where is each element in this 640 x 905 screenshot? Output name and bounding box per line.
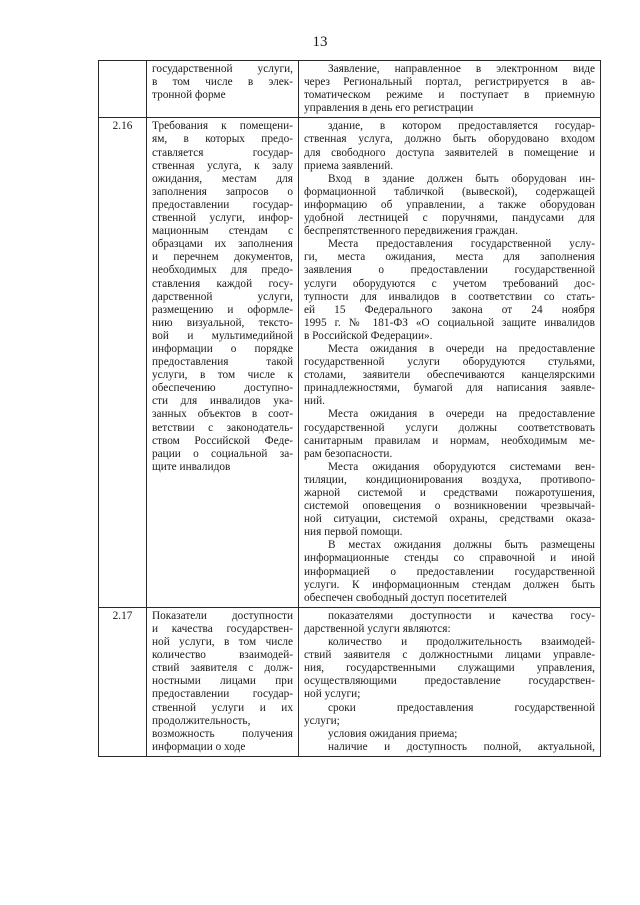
description-paragraph [304, 539, 595, 604]
requirement-name [147, 118, 299, 607]
name-line: образцами их заполнения [152, 238, 293, 251]
description-line: столами, заявители обеспечиваются канцелярскими [304, 369, 595, 382]
description-paragraph [304, 343, 595, 408]
description-line: Места ожидания в очереди на предоставление [328, 408, 595, 421]
description-line: ния первой помощи. [304, 526, 403, 539]
table-body [99, 61, 601, 757]
name-line: в том числе в элек- [152, 76, 293, 89]
description-line: Места ожидания оборудуются системами вен- [328, 460, 595, 473]
description-line: количество и продолжительность взаимодей- [328, 636, 595, 649]
description-line: в Российской Федерации». [304, 329, 433, 342]
description-line: информационные стенды со справочной и иной [304, 552, 595, 565]
name-line: ставления каждой госу- [152, 277, 293, 290]
description-line: государственной услуги оборудуются стульями, [304, 356, 595, 369]
description-line: ной услуги; [304, 688, 361, 701]
description-line: принадлежностями, бумагой для написания заявле- [304, 382, 595, 395]
description-paragraph [304, 702, 595, 728]
name-line: ственная услуга, к залу [152, 159, 293, 172]
requirement-description [299, 607, 601, 756]
name-line: дарственной услуги, [152, 290, 293, 303]
description-line: наличие и доступность полной, актуальной, [328, 740, 595, 753]
name-line: размещению и оформле- [152, 303, 293, 316]
name-line: информации о ходе [152, 740, 246, 753]
name-line: и перечнем документов, [152, 251, 293, 264]
requirement-name [147, 607, 299, 756]
description-line: ей 15 Федерального закона от 24 ноября [304, 303, 595, 316]
name-line: количество взаимодей- [152, 649, 293, 662]
name-line: услуги, в том числе к [152, 369, 293, 382]
description-line: информацией о предоставлении государственной [304, 565, 595, 578]
description-paragraph [304, 461, 595, 540]
description-line: тиляции, кондиционирования воздуха, противопо- [304, 473, 595, 486]
description-paragraph [304, 610, 595, 636]
description-paragraph [304, 636, 595, 701]
description-line: Заявление, направленное в электронном виде [328, 63, 595, 75]
description-line: государственной услуги должны соответствовать [304, 421, 595, 434]
name-line: нию визуальной, тексто- [152, 316, 293, 329]
name-line: тронной форме [152, 89, 226, 102]
description-line: управления в день его регистрации [304, 102, 474, 115]
name-line: заполнения запросов о [152, 185, 293, 198]
name-line: предоставлении государ- [152, 688, 293, 701]
page-number: 13 [312, 34, 328, 50]
description-line: заявления о предоставлении государственной [304, 264, 595, 277]
item-number: 2.17 [99, 607, 147, 756]
description-paragraph [304, 408, 595, 460]
description-line: формационной табличкой (вывеской), содержащей [304, 185, 595, 198]
description-line: сроки предоставления государственной [328, 701, 595, 714]
name-line: продолжительность, [152, 714, 251, 727]
name-line: Показатели доступности [152, 609, 293, 622]
description-line: приема заявлений. [304, 159, 394, 172]
item-number: 2.16 [99, 118, 147, 607]
name-line: государственной услуги, [152, 63, 293, 75]
name-line: предоставлении государ- [152, 198, 293, 211]
description-line: томатическом режиме и поступает в приемную [304, 89, 595, 102]
description-line: ги, места ожидания, места для заполнения [304, 251, 595, 264]
name-line: информации о порядке [152, 342, 293, 355]
description-line: жарной системой и средствами пожаротушения, [304, 487, 595, 499]
description-line: системой оповещения о возникновении чрезвычай- [304, 500, 595, 513]
description-paragraph [304, 238, 595, 343]
name-line: и качества государствен- [152, 622, 293, 635]
description-line: ния, государственными служащими управления, [304, 662, 595, 675]
name-line: занных объектов в соот- [152, 408, 293, 421]
description-line: обеспечен свободный доступ посетителей [304, 591, 507, 604]
description-line: беспрепятственного передвижения граждан. [304, 225, 518, 238]
name-line: ностными лицами при [152, 675, 293, 688]
name-line: ям, в которых предо- [152, 133, 293, 146]
description-line: санитарным правилам и нормам, необходимым ме- [304, 434, 595, 447]
description-line: ний. [304, 395, 325, 408]
description-line: Вход в здание должен быть оборудован ин- [328, 172, 595, 185]
name-line: вой и мультимедийной [152, 329, 293, 342]
name-line: ственной услуги и их [152, 701, 293, 714]
description-line: условия ожидания приема; [328, 727, 458, 740]
name-line: ственной услуги, инфор- [152, 212, 293, 225]
name-line: Требования к помещени- [152, 120, 293, 133]
table-row [99, 607, 601, 756]
description-line: ной ситуации, системой охраны, средствами оказа- [304, 513, 595, 526]
description-line: Места предоставления государственной услу- [328, 238, 595, 251]
name-line: необходимых для предо- [152, 264, 293, 277]
name-line: обеспечению доступно- [152, 382, 293, 395]
requirement-description [299, 61, 601, 118]
description-line: информацию об управлении, а также оборудован [304, 198, 595, 211]
name-line: мационным стендам с [152, 225, 293, 238]
name-line: возможность получения [152, 727, 293, 740]
name-line: щите инвалидов [152, 460, 231, 473]
item-number [99, 61, 147, 118]
description-line: ственная услуга, должно быть оборудовано входом [304, 133, 595, 146]
table-row [99, 118, 601, 607]
description-line: для свободного доступа заявителей в помещение и [304, 146, 595, 159]
requirement-name [147, 61, 299, 118]
name-line: рации о социальной за- [152, 447, 293, 460]
document-table [98, 60, 601, 757]
description-line: услуги; [304, 714, 340, 727]
description-paragraph [304, 173, 595, 238]
name-line: ветствии с законодатель- [152, 421, 293, 434]
description-line: осуществляющими предоставление государствен- [304, 675, 595, 688]
description-line: В местах ожидания должны быть размещены [328, 539, 595, 552]
name-line: ством Российской Феде- [152, 434, 293, 447]
description-paragraph [304, 741, 595, 754]
description-line: ствий заявителя с должностными лицами управле- [304, 649, 595, 662]
description-line: тупности для инвалидов в соответствии со стать- [304, 290, 595, 303]
requirement-description [299, 118, 601, 607]
description-paragraph [304, 63, 595, 115]
description-line: рам безопасности. [304, 447, 393, 460]
description-line: услуги. К информационным стендам должен быть [304, 578, 595, 591]
name-line: ствий заявителя с долж- [152, 662, 293, 675]
table-row [99, 61, 601, 118]
description-line: удобной лестницей с поручнями, пандусами для [304, 212, 595, 225]
description-line: здание, в котором предоставляется государ- [328, 120, 595, 133]
name-line: ной услуги, в том числе [152, 636, 293, 649]
description-paragraph [304, 120, 595, 172]
name-line: предоставления такой [152, 356, 293, 369]
description-line: Места ожидания в очереди на предоставление [328, 342, 595, 355]
description-line: через Региональный портал, регистрируется в ав- [304, 76, 595, 89]
name-line: сти для инвалидов ука- [152, 395, 293, 408]
name-line: ставляется государ- [152, 146, 293, 159]
description-line: дарственной услуги являются: [304, 622, 451, 635]
description-line: показателями доступности и качества госу- [328, 609, 595, 622]
name-line: ожидания, местам для [152, 172, 293, 185]
description-line: услуги оборудуются с учетом требований дос- [304, 277, 595, 290]
description-line: 1995 г. № 181-ФЗ «О социальной защите инвалидов [304, 316, 595, 329]
description-paragraph [304, 728, 595, 741]
